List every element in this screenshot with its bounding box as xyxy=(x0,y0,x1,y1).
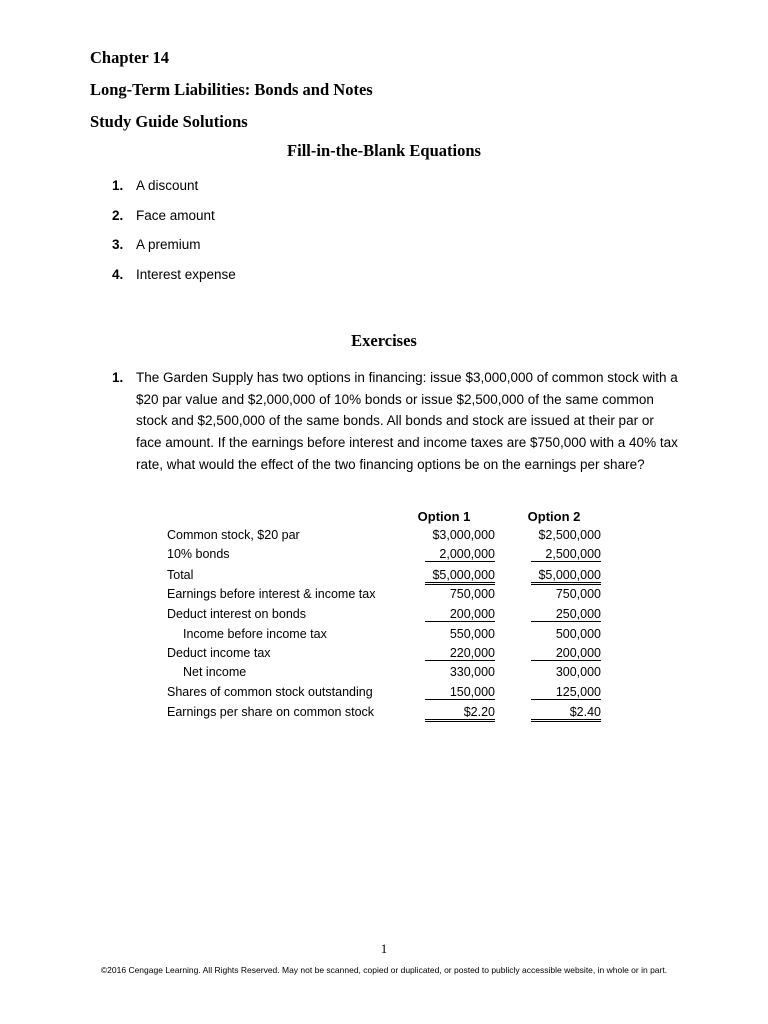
row-label: Net income xyxy=(183,665,247,679)
list-item xyxy=(112,267,236,282)
option-2-value: 300,000 xyxy=(555,665,601,679)
row-label: Common stock, $20 par xyxy=(167,528,300,542)
list-item-number: 4. xyxy=(112,267,124,282)
option-1-value: 200,000 xyxy=(425,607,495,622)
row-label: Deduct interest on bonds xyxy=(167,607,306,621)
copyright-footer: ©2016 Cengage Learning. All Rights Reserved. May not be scanned, copied or duplicated, or posted to publicly accessible website, in whole or in part. xyxy=(100,965,668,975)
exercise-text: The Garden Supply has two options in financing: issue $3,000,000 of common stock with a $20 par value and $2,000,000 of 10% bonds or issue $2,500,000 of the same common stock and $2,500,000 of the same bonds. All bonds and stock are issued at their par or face amount. If the earnings before interest and income taxes are $750,000 with a 40% tax rate, what would the effect of the two financing options be on the earnings per share? xyxy=(136,370,678,472)
list-item-text: A premium xyxy=(136,237,201,252)
option-1-value: $2.20 xyxy=(425,705,495,722)
list-item-number: 3. xyxy=(112,237,124,252)
row-label: Total xyxy=(167,568,194,582)
list-item-number: 2. xyxy=(112,208,124,223)
option-1-value: $3,000,000 xyxy=(432,528,495,542)
exercise-1 xyxy=(112,367,682,476)
option-2-value: 500,000 xyxy=(555,627,601,641)
row-label: Deduct income tax xyxy=(167,646,271,660)
column-header-option-1: Option 1 xyxy=(417,509,471,524)
fill-in-heading: Fill-in-the-Blank Equations xyxy=(287,141,481,160)
list-item xyxy=(112,208,215,223)
option-1-value: 150,000 xyxy=(425,685,495,700)
row-label: Income before income tax xyxy=(183,627,327,641)
list-item xyxy=(112,237,201,252)
option-2-value: 750,000 xyxy=(555,587,601,601)
option-2-value: $2,500,000 xyxy=(538,528,601,542)
row-label: Shares of common stock outstanding xyxy=(167,685,373,699)
option-2-value: $2.40 xyxy=(531,705,601,722)
column-header-option-2: Option 2 xyxy=(527,509,581,524)
row-label: 10% bonds xyxy=(167,547,230,561)
option-1-value: $5,000,000 xyxy=(425,568,495,585)
exercises-heading: Exercises xyxy=(351,331,417,350)
option-2-value: $5,000,000 xyxy=(531,568,601,585)
list-item xyxy=(112,178,198,193)
row-label: Earnings per share on common stock xyxy=(167,705,375,719)
document-subtitle: Study Guide Solutions xyxy=(90,112,248,131)
exercise-number: 1. xyxy=(112,370,124,385)
option-1-value: 2,000,000 xyxy=(425,547,495,562)
option-2-value: 200,000 xyxy=(531,646,601,661)
option-1-value: 330,000 xyxy=(449,665,495,679)
chapter-heading: Chapter 14 xyxy=(90,48,169,67)
option-1-value: 750,000 xyxy=(449,587,495,601)
option-1-value: 550,000 xyxy=(449,627,495,641)
list-item-text: A discount xyxy=(136,178,199,193)
option-2-value: 250,000 xyxy=(531,607,601,622)
chapter-title: Long-Term Liabilities: Bonds and Notes xyxy=(90,80,373,99)
option-2-value: 2,500,000 xyxy=(531,547,601,562)
option-1-value: 220,000 xyxy=(425,646,495,661)
list-item-text: Interest expense xyxy=(136,267,236,282)
list-item-text: Face amount xyxy=(136,208,215,223)
row-label: Earnings before interest & income tax xyxy=(167,587,376,601)
list-item-number: 1. xyxy=(112,178,124,193)
option-2-value: 125,000 xyxy=(531,685,601,700)
page-number: 1 xyxy=(380,941,388,956)
